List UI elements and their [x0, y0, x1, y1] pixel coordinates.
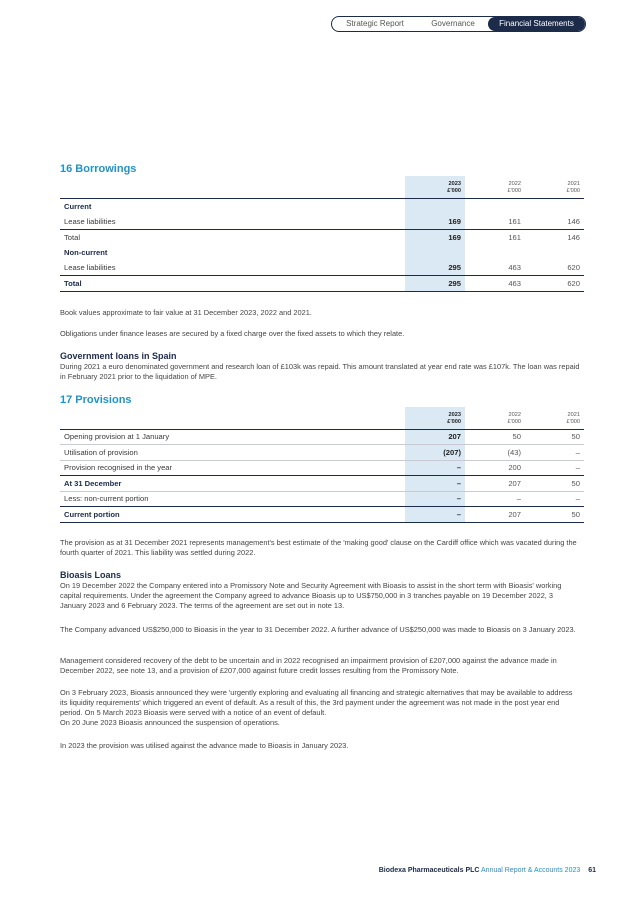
bioasis-para-1: On 19 December 2022 the Company entered into a Promissory Note and Security Agreement with Bioasis to assist in the short term with Bioasis' working capital requirements. Under the agreement the Company agreed to advance Bioasis up to US$750,000 in 3 tranches payable on 19 December 2022, 3 January 2023 and 6 February 2023. The terms of the agreement are set out in note 13. [60, 581, 562, 610]
borrowings-title: 16 Borrowings [60, 163, 137, 175]
bioasis-para-2: The Company advanced US$250,000 to Bioasis in the year to 31 December 2022. A further advance of US$250,000 was made to Bioasis on 3 January 2023. [60, 625, 576, 634]
provisions-note: The provision as at 31 December 2021 represents management's best estimate of the 'making good' clause on the Cardiff office which was vacated during the fourth quarter of 2021. This liability was settled during 2022. [60, 538, 577, 557]
borrowings-table [60, 176, 584, 292]
col-2022: 2022 £'000 [465, 407, 525, 429]
tab-strategic-report[interactable]: Strategic Report [346, 19, 404, 28]
bioasis-heading: Bioasis Loans [60, 570, 122, 580]
provisions-title: 17 Provisions [60, 394, 132, 406]
bioasis-para-3: Management considered recovery of the debt to be uncertain and in 2022 recognised an impairment provision of £207,000 against the advance made in December 2022, see note 13, and a provision of £207,000 against future credit losses resulting from the Promissory Note. [60, 656, 557, 675]
table-header-row [60, 407, 584, 429]
col-2023: 2023 £'000 [405, 176, 465, 198]
table-row: Total 295 463 620 [60, 276, 584, 292]
col-2021: 2021 £'000 [525, 176, 584, 198]
col-2023: 2023 £'000 [405, 407, 465, 429]
table-row: Non-current [60, 245, 584, 261]
table-row: Lease liabilities 295 463 620 [60, 260, 584, 276]
borrowings-note-obligations: Obligations under finance leases are secured by a fixed charge over the fixed assets to which they relate. [60, 329, 405, 338]
table-row: Less: non-current portion – – – [60, 491, 584, 507]
provisions-table [60, 407, 584, 523]
table-row: Opening provision at 1 January 207 50 50 [60, 429, 584, 445]
col-2022: 2022 £'000 [465, 176, 525, 198]
company-name: Biodexa Pharmaceuticals PLC [378, 867, 480, 874]
table-row: Provision recognised in the year – 200 – [60, 460, 584, 476]
gov-loans-text: During 2021 a euro denominated government and research loan of £103k was repaid. This amount translated at year end rate was £107k. The loan was repaid in February 2021 prior to the liquidation of MPE. [60, 362, 580, 381]
table-row: Lease liabilities 169 161 146 [60, 214, 584, 230]
table-row: Current portion – 207 50 [60, 507, 584, 523]
section-nav [331, 16, 586, 32]
gov-loans-heading: Government loans in Spain [60, 351, 177, 361]
page-footer [379, 867, 596, 874]
col-2021: 2021 £'000 [525, 407, 584, 429]
page-number: 61 [588, 867, 596, 874]
tab-financial-statements[interactable]: Financial Statements [488, 17, 585, 31]
tab-governance[interactable]: Governance [431, 19, 475, 28]
table-header-row [60, 176, 584, 198]
table-row: Utilisation of provision (207) (43) – [60, 445, 584, 461]
table-row: At 31 December – 207 50 [60, 476, 584, 492]
bioasis-para-5: In 2023 the provision was utilised against the advance made to Bioasis in January 2023. [60, 741, 349, 750]
report-title: Annual Report & Accounts 2023 [481, 867, 581, 874]
bioasis-para-4: On 3 February 2023, Bioasis announced they were 'urgently exploring and evaluating all financing and strategic alternatives that may be available to address its liquidity requirements' which triggered an event of default. As a result of this, the 3rd payment under the agreement was not made in the post year end period. On 5 March 2023 Bioasis were served with a notice of an event of default. On 20 June 2023 Bioasis announced the suspension of operations. [60, 688, 573, 727]
table-row: Current [60, 198, 584, 214]
table-row: Total 169 161 146 [60, 229, 584, 245]
borrowings-note-fair-value: Book values approximate to fair value at 31 December 2023, 2022 and 2021. [60, 308, 312, 317]
